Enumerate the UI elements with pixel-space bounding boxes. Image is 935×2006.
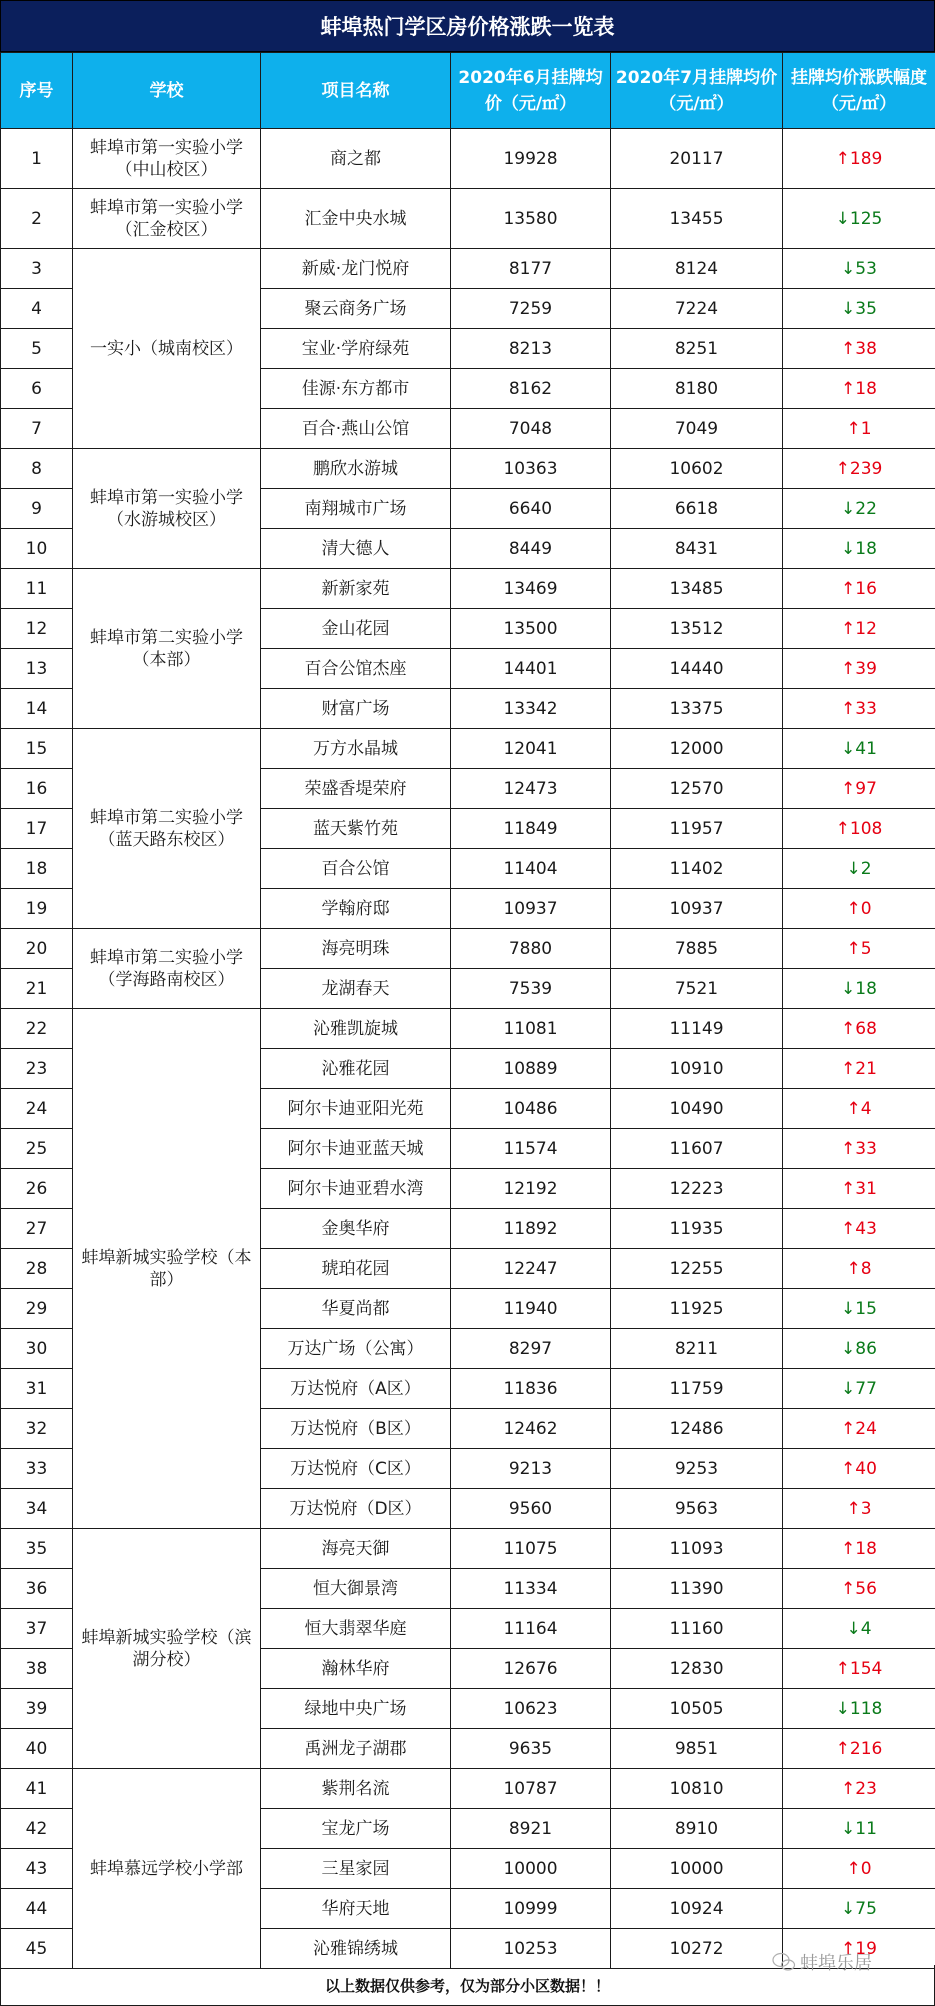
- cell-june-price: 11574: [451, 1129, 611, 1169]
- header-seq: 序号: [1, 53, 73, 129]
- cell-june-price: 13342: [451, 689, 611, 729]
- price-table: [0, 52, 935, 1969]
- cell-change: ↑68: [783, 1009, 935, 1049]
- cell-july-price: 7049: [611, 409, 783, 449]
- cell-july-price: 10602: [611, 449, 783, 489]
- cell-seq: 42: [1, 1809, 73, 1849]
- cell-project: 财富广场: [261, 689, 451, 729]
- cell-seq: 17: [1, 809, 73, 849]
- cell-june-price: 10937: [451, 889, 611, 929]
- cell-july-price: 8124: [611, 249, 783, 289]
- cell-project: 万达悦府（A区）: [261, 1369, 451, 1409]
- cell-project: 万达悦府（C区）: [261, 1449, 451, 1489]
- cell-july-price: 7521: [611, 969, 783, 1009]
- cell-june-price: 12473: [451, 769, 611, 809]
- cell-seq: 8: [1, 449, 73, 489]
- cell-seq: 43: [1, 1849, 73, 1889]
- cell-june-price: 8449: [451, 529, 611, 569]
- cell-june-price: 8921: [451, 1809, 611, 1849]
- cell-seq: 4: [1, 289, 73, 329]
- cell-project: 鹏欣水游城: [261, 449, 451, 489]
- table-row: [1, 249, 935, 289]
- cell-june-price: 7880: [451, 929, 611, 969]
- cell-seq: 16: [1, 769, 73, 809]
- table-body: [1, 129, 935, 1969]
- cell-change: ↑216: [783, 1729, 935, 1769]
- cell-change: ↓15: [783, 1289, 935, 1329]
- cell-june-price: 12462: [451, 1409, 611, 1449]
- cell-june-price: 11334: [451, 1569, 611, 1609]
- cell-seq: 20: [1, 929, 73, 969]
- cell-school: 蚌埠市第二实验小学（蓝天路东校区）: [73, 729, 261, 929]
- cell-change: ↑3: [783, 1489, 935, 1529]
- cell-july-price: 9253: [611, 1449, 783, 1489]
- cell-seq: 23: [1, 1049, 73, 1089]
- cell-seq: 26: [1, 1169, 73, 1209]
- cell-seq: 18: [1, 849, 73, 889]
- cell-change: ↑38: [783, 329, 935, 369]
- cell-july-price: 11607: [611, 1129, 783, 1169]
- cell-june-price: 11849: [451, 809, 611, 849]
- cell-change: ↑16: [783, 569, 935, 609]
- cell-project: 百合公馆: [261, 849, 451, 889]
- cell-change: ↑43: [783, 1209, 935, 1249]
- cell-change: ↑56: [783, 1569, 935, 1609]
- cell-july-price: 8910: [611, 1809, 783, 1849]
- table-row: [1, 569, 935, 609]
- cell-change: ↑0: [783, 1849, 935, 1889]
- cell-seq: 40: [1, 1729, 73, 1769]
- cell-project: 蓝天紫竹苑: [261, 809, 451, 849]
- cell-july-price: 14440: [611, 649, 783, 689]
- cell-change: ↑23: [783, 1769, 935, 1809]
- cell-june-price: 13580: [451, 189, 611, 249]
- table-row: [1, 1009, 935, 1049]
- cell-seq: 24: [1, 1089, 73, 1129]
- cell-july-price: 10810: [611, 1769, 783, 1809]
- header-school: 学校: [73, 53, 261, 129]
- table-title: 蚌埠热门学区房价格涨跌一览表: [0, 0, 935, 52]
- cell-seq: 21: [1, 969, 73, 1009]
- cell-seq: 7: [1, 409, 73, 449]
- cell-june-price: 10999: [451, 1889, 611, 1929]
- cell-project: 汇金中央水城: [261, 189, 451, 249]
- table-row: [1, 729, 935, 769]
- header-june-price: 2020年6月挂牌均价（元/㎡）: [451, 53, 611, 129]
- cell-school: 蚌埠市第一实验小学（水游城校区）: [73, 449, 261, 569]
- cell-june-price: 11075: [451, 1529, 611, 1569]
- cell-june-price: 8213: [451, 329, 611, 369]
- cell-change: ↑154: [783, 1649, 935, 1689]
- cell-project: 金奥华府: [261, 1209, 451, 1249]
- cell-july-price: 13485: [611, 569, 783, 609]
- cell-july-price: 11759: [611, 1369, 783, 1409]
- cell-june-price: 10000: [451, 1849, 611, 1889]
- table-row: [1, 1769, 935, 1809]
- cell-july-price: 7224: [611, 289, 783, 329]
- table-row: [1, 189, 935, 249]
- cell-change: ↑5: [783, 929, 935, 969]
- cell-seq: 27: [1, 1209, 73, 1249]
- cell-july-price: 10505: [611, 1689, 783, 1729]
- cell-project: 华府天地: [261, 1889, 451, 1929]
- cell-change: ↑33: [783, 1129, 935, 1169]
- cell-seq: 11: [1, 569, 73, 609]
- cell-project: 南翔城市广场: [261, 489, 451, 529]
- cell-june-price: 8177: [451, 249, 611, 289]
- cell-school: 蚌埠新城实验学校（滨湖分校）: [73, 1529, 261, 1769]
- cell-change: ↓22: [783, 489, 935, 529]
- cell-seq: 36: [1, 1569, 73, 1609]
- cell-project: 清大德人: [261, 529, 451, 569]
- table-row: [1, 929, 935, 969]
- cell-change: ↑108: [783, 809, 935, 849]
- cell-project: 紫荆名流: [261, 1769, 451, 1809]
- cell-july-price: 11935: [611, 1209, 783, 1249]
- cell-change: ↑40: [783, 1449, 935, 1489]
- cell-change: ↓86: [783, 1329, 935, 1369]
- cell-june-price: 8162: [451, 369, 611, 409]
- cell-seq: 32: [1, 1409, 73, 1449]
- cell-july-price: 12570: [611, 769, 783, 809]
- cell-project: 百合·燕山公馆: [261, 409, 451, 449]
- cell-seq: 38: [1, 1649, 73, 1689]
- cell-school: 蚌埠慕远学校小学部: [73, 1769, 261, 1969]
- cell-school: 蚌埠市第一实验小学（中山校区）: [73, 129, 261, 189]
- cell-july-price: 9851: [611, 1729, 783, 1769]
- cell-school: 蚌埠新城实验学校（本部）: [73, 1009, 261, 1529]
- cell-change: ↓35: [783, 289, 935, 329]
- cell-project: 百合公馆杰座: [261, 649, 451, 689]
- cell-seq: 19: [1, 889, 73, 929]
- cell-july-price: 9563: [611, 1489, 783, 1529]
- cell-change: ↓18: [783, 529, 935, 569]
- cell-project: 万方水晶城: [261, 729, 451, 769]
- cell-project: 万达悦府（B区）: [261, 1409, 451, 1449]
- cell-seq: 35: [1, 1529, 73, 1569]
- cell-change: ↓77: [783, 1369, 935, 1409]
- cell-seq: 29: [1, 1289, 73, 1329]
- cell-change: ↓41: [783, 729, 935, 769]
- cell-project: 沁雅锦绣城: [261, 1929, 451, 1969]
- cell-july-price: 8211: [611, 1329, 783, 1369]
- cell-school: 蚌埠市第一实验小学（汇金校区）: [73, 189, 261, 249]
- cell-july-price: 8431: [611, 529, 783, 569]
- cell-seq: 6: [1, 369, 73, 409]
- cell-project: 学翰府邸: [261, 889, 451, 929]
- cell-change: ↓75: [783, 1889, 935, 1929]
- header-row: [1, 53, 935, 129]
- cell-july-price: 8180: [611, 369, 783, 409]
- cell-project: 瀚林华府: [261, 1649, 451, 1689]
- cell-june-price: 11836: [451, 1369, 611, 1409]
- cell-change: ↓11: [783, 1809, 935, 1849]
- cell-june-price: 11081: [451, 1009, 611, 1049]
- cell-july-price: 12000: [611, 729, 783, 769]
- cell-june-price: 19928: [451, 129, 611, 189]
- cell-project: 阿尔卡迪亚阳光苑: [261, 1089, 451, 1129]
- cell-project: 沁雅花园: [261, 1049, 451, 1089]
- cell-june-price: 10486: [451, 1089, 611, 1129]
- cell-change: ↑18: [783, 1529, 935, 1569]
- cell-project: 荣盛香堤荣府: [261, 769, 451, 809]
- cell-change: ↑24: [783, 1409, 935, 1449]
- cell-july-price: 12223: [611, 1169, 783, 1209]
- table-row: [1, 129, 935, 189]
- cell-project: 聚云商务广场: [261, 289, 451, 329]
- cell-project: 新新家苑: [261, 569, 451, 609]
- cell-project: 绿地中央广场: [261, 1689, 451, 1729]
- cell-change: ↑21: [783, 1049, 935, 1089]
- cell-june-price: 12676: [451, 1649, 611, 1689]
- cell-project: 恒大翡翠华庭: [261, 1609, 451, 1649]
- cell-seq: 31: [1, 1369, 73, 1409]
- cell-seq: 10: [1, 529, 73, 569]
- cell-change: ↑19: [783, 1929, 935, 1969]
- cell-seq: 3: [1, 249, 73, 289]
- cell-change: ↑39: [783, 649, 935, 689]
- cell-june-price: 7048: [451, 409, 611, 449]
- cell-june-price: 7539: [451, 969, 611, 1009]
- cell-june-price: 10623: [451, 1689, 611, 1729]
- cell-change: ↑18: [783, 369, 935, 409]
- cell-project: 宝业·学府绿苑: [261, 329, 451, 369]
- cell-project: 琥珀花园: [261, 1249, 451, 1289]
- cell-seq: 9: [1, 489, 73, 529]
- cell-seq: 39: [1, 1689, 73, 1729]
- header-change: 挂牌均价涨跌幅度（元/㎡）: [783, 53, 935, 129]
- cell-change: ↑97: [783, 769, 935, 809]
- cell-july-price: 11160: [611, 1609, 783, 1649]
- cell-july-price: 13455: [611, 189, 783, 249]
- cell-change: ↑1: [783, 409, 935, 449]
- cell-june-price: 9560: [451, 1489, 611, 1529]
- cell-june-price: 12041: [451, 729, 611, 769]
- cell-project: 龙湖春天: [261, 969, 451, 1009]
- cell-project: 万达悦府（D区）: [261, 1489, 451, 1529]
- cell-june-price: 7259: [451, 289, 611, 329]
- cell-change: ↓2: [783, 849, 935, 889]
- cell-june-price: 10787: [451, 1769, 611, 1809]
- cell-change: ↑4: [783, 1089, 935, 1129]
- header-project: 项目名称: [261, 53, 451, 129]
- cell-july-price: 6618: [611, 489, 783, 529]
- cell-july-price: 11925: [611, 1289, 783, 1329]
- cell-change: ↑31: [783, 1169, 935, 1209]
- cell-july-price: 11957: [611, 809, 783, 849]
- cell-june-price: 11892: [451, 1209, 611, 1249]
- cell-seq: 15: [1, 729, 73, 769]
- cell-seq: 30: [1, 1329, 73, 1369]
- cell-july-price: 10000: [611, 1849, 783, 1889]
- cell-june-price: 11404: [451, 849, 611, 889]
- cell-june-price: 11940: [451, 1289, 611, 1329]
- cell-july-price: 10937: [611, 889, 783, 929]
- cell-change: ↓4: [783, 1609, 935, 1649]
- footer-note: 以上数据仅供参考，仅为部分小区数据！！: [0, 1965, 935, 2006]
- cell-change: ↓53: [783, 249, 935, 289]
- cell-july-price: 11093: [611, 1529, 783, 1569]
- cell-seq: 28: [1, 1249, 73, 1289]
- cell-project: 华夏尚都: [261, 1289, 451, 1329]
- cell-project: 佳源·东方都市: [261, 369, 451, 409]
- cell-seq: 45: [1, 1929, 73, 1969]
- cell-july-price: 13512: [611, 609, 783, 649]
- cell-project: 禹洲龙子湖郡: [261, 1729, 451, 1769]
- cell-june-price: 12192: [451, 1169, 611, 1209]
- cell-seq: 25: [1, 1129, 73, 1169]
- cell-project: 商之都: [261, 129, 451, 189]
- cell-project: 海亮天御: [261, 1529, 451, 1569]
- cell-seq: 5: [1, 329, 73, 369]
- cell-change: ↓118: [783, 1689, 935, 1729]
- cell-project: 阿尔卡迪亚蓝天城: [261, 1129, 451, 1169]
- table-row: [1, 1529, 935, 1569]
- cell-seq: 34: [1, 1489, 73, 1529]
- cell-july-price: 20117: [611, 129, 783, 189]
- cell-june-price: 8297: [451, 1329, 611, 1369]
- cell-project: 新威·龙门悦府: [261, 249, 451, 289]
- cell-change: ↑0: [783, 889, 935, 929]
- cell-seq: 12: [1, 609, 73, 649]
- cell-change: ↑189: [783, 129, 935, 189]
- cell-seq: 33: [1, 1449, 73, 1489]
- cell-july-price: 8251: [611, 329, 783, 369]
- cell-project: 恒大御景湾: [261, 1569, 451, 1609]
- cell-seq: 44: [1, 1889, 73, 1929]
- cell-july-price: 12255: [611, 1249, 783, 1289]
- cell-project: 海亮明珠: [261, 929, 451, 969]
- cell-june-price: 6640: [451, 489, 611, 529]
- cell-june-price: 10363: [451, 449, 611, 489]
- cell-seq: 37: [1, 1609, 73, 1649]
- cell-june-price: 14401: [451, 649, 611, 689]
- cell-change: ↑12: [783, 609, 935, 649]
- cell-june-price: 13500: [451, 609, 611, 649]
- cell-july-price: 11402: [611, 849, 783, 889]
- cell-change: ↓18: [783, 969, 935, 1009]
- cell-july-price: 12486: [611, 1409, 783, 1449]
- cell-june-price: 13469: [451, 569, 611, 609]
- watermark-text: 蚌埠乐居: [800, 1953, 872, 1974]
- cell-change: ↑33: [783, 689, 935, 729]
- cell-june-price: 11164: [451, 1609, 611, 1649]
- cell-june-price: 12247: [451, 1249, 611, 1289]
- cell-seq: 2: [1, 189, 73, 249]
- cell-seq: 14: [1, 689, 73, 729]
- cell-july-price: 12830: [611, 1649, 783, 1689]
- cell-july-price: 10910: [611, 1049, 783, 1089]
- cell-project: 三星家园: [261, 1849, 451, 1889]
- cell-june-price: 10253: [451, 1929, 611, 1969]
- cell-july-price: 10272: [611, 1929, 783, 1969]
- header-july-price: 2020年7月挂牌均价（元/㎡）: [611, 53, 783, 129]
- cell-project: 万达广场（公寓）: [261, 1329, 451, 1369]
- cell-school: 蚌埠市第二实验小学（本部）: [73, 569, 261, 729]
- cell-july-price: 7885: [611, 929, 783, 969]
- cell-seq: 41: [1, 1769, 73, 1809]
- table-row: [1, 449, 935, 489]
- cell-june-price: 9635: [451, 1729, 611, 1769]
- cell-project: 金山花园: [261, 609, 451, 649]
- cell-project: 阿尔卡迪亚碧水湾: [261, 1169, 451, 1209]
- cell-july-price: 13375: [611, 689, 783, 729]
- cell-change: ↑8: [783, 1249, 935, 1289]
- cell-school: 蚌埠市第二实验小学（学海路南校区）: [73, 929, 261, 1009]
- cell-july-price: 10924: [611, 1889, 783, 1929]
- cell-july-price: 11390: [611, 1569, 783, 1609]
- cell-seq: 22: [1, 1009, 73, 1049]
- cell-july-price: 11149: [611, 1009, 783, 1049]
- cell-seq: 1: [1, 129, 73, 189]
- cell-project: 宝龙广场: [261, 1809, 451, 1849]
- cell-school: 一实小（城南校区）: [73, 249, 261, 449]
- cell-seq: 13: [1, 649, 73, 689]
- cell-project: 沁雅凯旋城: [261, 1009, 451, 1049]
- cell-july-price: 10490: [611, 1089, 783, 1129]
- cell-change: ↓125: [783, 189, 935, 249]
- cell-change: ↑239: [783, 449, 935, 489]
- cell-june-price: 10889: [451, 1049, 611, 1089]
- cell-june-price: 9213: [451, 1449, 611, 1489]
